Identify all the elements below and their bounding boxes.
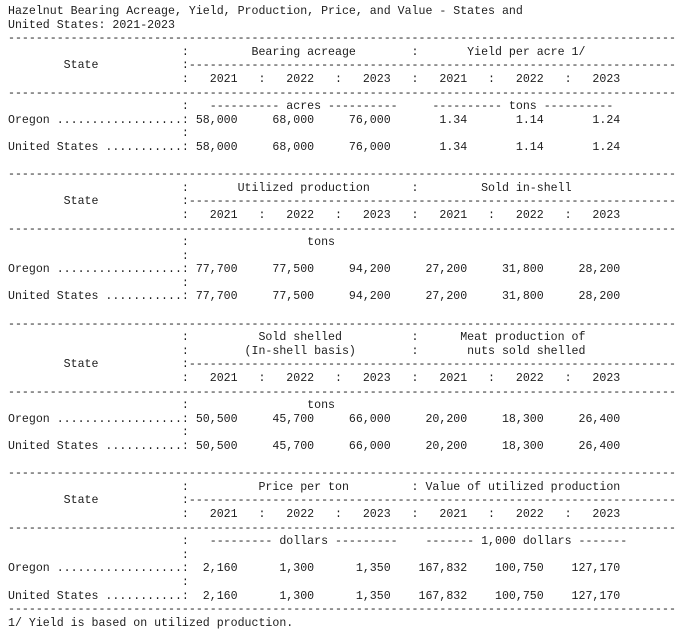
- divider: ------------------------------------------------------------------------------------------------: [8, 603, 676, 617]
- spacer-row: :: [8, 276, 676, 290]
- divider: ------------------------------------------------------------------------------------------------: [8, 385, 676, 399]
- year-header-row: : 2021 : 2022 : 2023 : 2021 : 2022 : 2023: [8, 208, 676, 222]
- spacer-row: :: [8, 249, 676, 263]
- divider: ------------------------------------------------------------------------------------------------: [8, 86, 676, 100]
- state-column-header-row: State :----------------------------------------------------------------------: [8, 358, 676, 372]
- data-row-oregon: Oregon ..................: 77,700 77,500 94,200 27,200 31,800 28,200: [8, 263, 676, 277]
- units-row: : tons: [8, 399, 676, 413]
- column-group-header: : (In-shell basis) : nuts sold shelled: [8, 344, 676, 358]
- state-column-header-row: State :----------------------------------------------------------------------: [8, 195, 676, 209]
- divider: ------------------------------------------------------------------------------------------------: [8, 32, 676, 46]
- data-row-united-states: United States ...........: 50,500 45,700 66,000 20,200 18,300 26,400: [8, 440, 676, 453]
- year-header-row: : 2021 : 2022 : 2023 : 2021 : 2022 : 2023: [8, 507, 676, 521]
- report-title-line2: United States: 2021-2023: [8, 18, 175, 32]
- state-column-header-row: State :----------------------------------------------------------------------: [8, 59, 676, 73]
- column-group-header: : Utilized production : Sold in-shell: [8, 181, 676, 195]
- units-row: : --------- dollars --------- ------- 1,000 dollars -------: [8, 535, 676, 549]
- units-row: : tons: [8, 236, 676, 250]
- spacer-row: :: [8, 575, 676, 589]
- report-title-line1: Hazelnut Bearing Acreage, Yield, Production, Price, and Value - States and: [8, 5, 523, 18]
- blank-row: [8, 304, 676, 318]
- statistics-table: [8, 32, 676, 617]
- state-column-header-row: State :----------------------------------------------------------------------: [8, 494, 676, 508]
- spacer-row: :: [8, 426, 676, 440]
- data-row-oregon: Oregon ..................: 58,000 68,000 76,000 1.34 1.14 1.24: [8, 113, 676, 127]
- divider: ------------------------------------------------------------------------------------------------: [8, 467, 676, 481]
- spacer-row: :: [8, 548, 676, 562]
- column-group-header: : Sold shelled : Meat production of: [8, 331, 676, 345]
- spacer-row: :: [8, 127, 676, 141]
- divider: ------------------------------------------------------------------------------------------------: [8, 222, 676, 236]
- divider: ------------------------------------------------------------------------------------------------: [8, 317, 676, 331]
- column-group-header: : Price per ton : Value of utilized production: [8, 480, 676, 494]
- blank-row: [8, 155, 676, 169]
- data-row-united-states: United States ...........: 77,700 77,500 94,200 27,200 31,800 28,200: [8, 290, 676, 304]
- blank-row: [8, 454, 676, 468]
- data-row-united-states: United States ...........: 2,160 1,300 1,350 167,832 100,750 127,170: [8, 589, 676, 603]
- divider: ------------------------------------------------------------------------------------------------: [8, 521, 676, 535]
- divider: ------------------------------------------------------------------------------------------------: [8, 168, 676, 182]
- data-row-united-states: United States ...........: 58,000 68,000 76,000 1.34 1.14 1.24: [8, 140, 676, 154]
- data-row-oregon: Oregon ..................: 2,160 1,300 1,350 167,832 100,750 127,170: [8, 562, 676, 576]
- units-row: : ---------- acres ---------- ---------- tons ----------: [8, 100, 676, 114]
- column-group-header: : Bearing acreage : Yield per acre 1/: [8, 45, 676, 59]
- year-header-row: : 2021 : 2022 : 2023 : 2021 : 2022 : 2023: [8, 72, 676, 86]
- footnote: 1/ Yield is based on utilized production.: [8, 616, 294, 630]
- year-header-row: : 2021 : 2022 : 2023 : 2021 : 2022 : 2023: [8, 372, 676, 386]
- data-row-oregon: Oregon ..................: 50,500 45,700 66,000 20,200 18,300 26,400: [8, 412, 676, 426]
